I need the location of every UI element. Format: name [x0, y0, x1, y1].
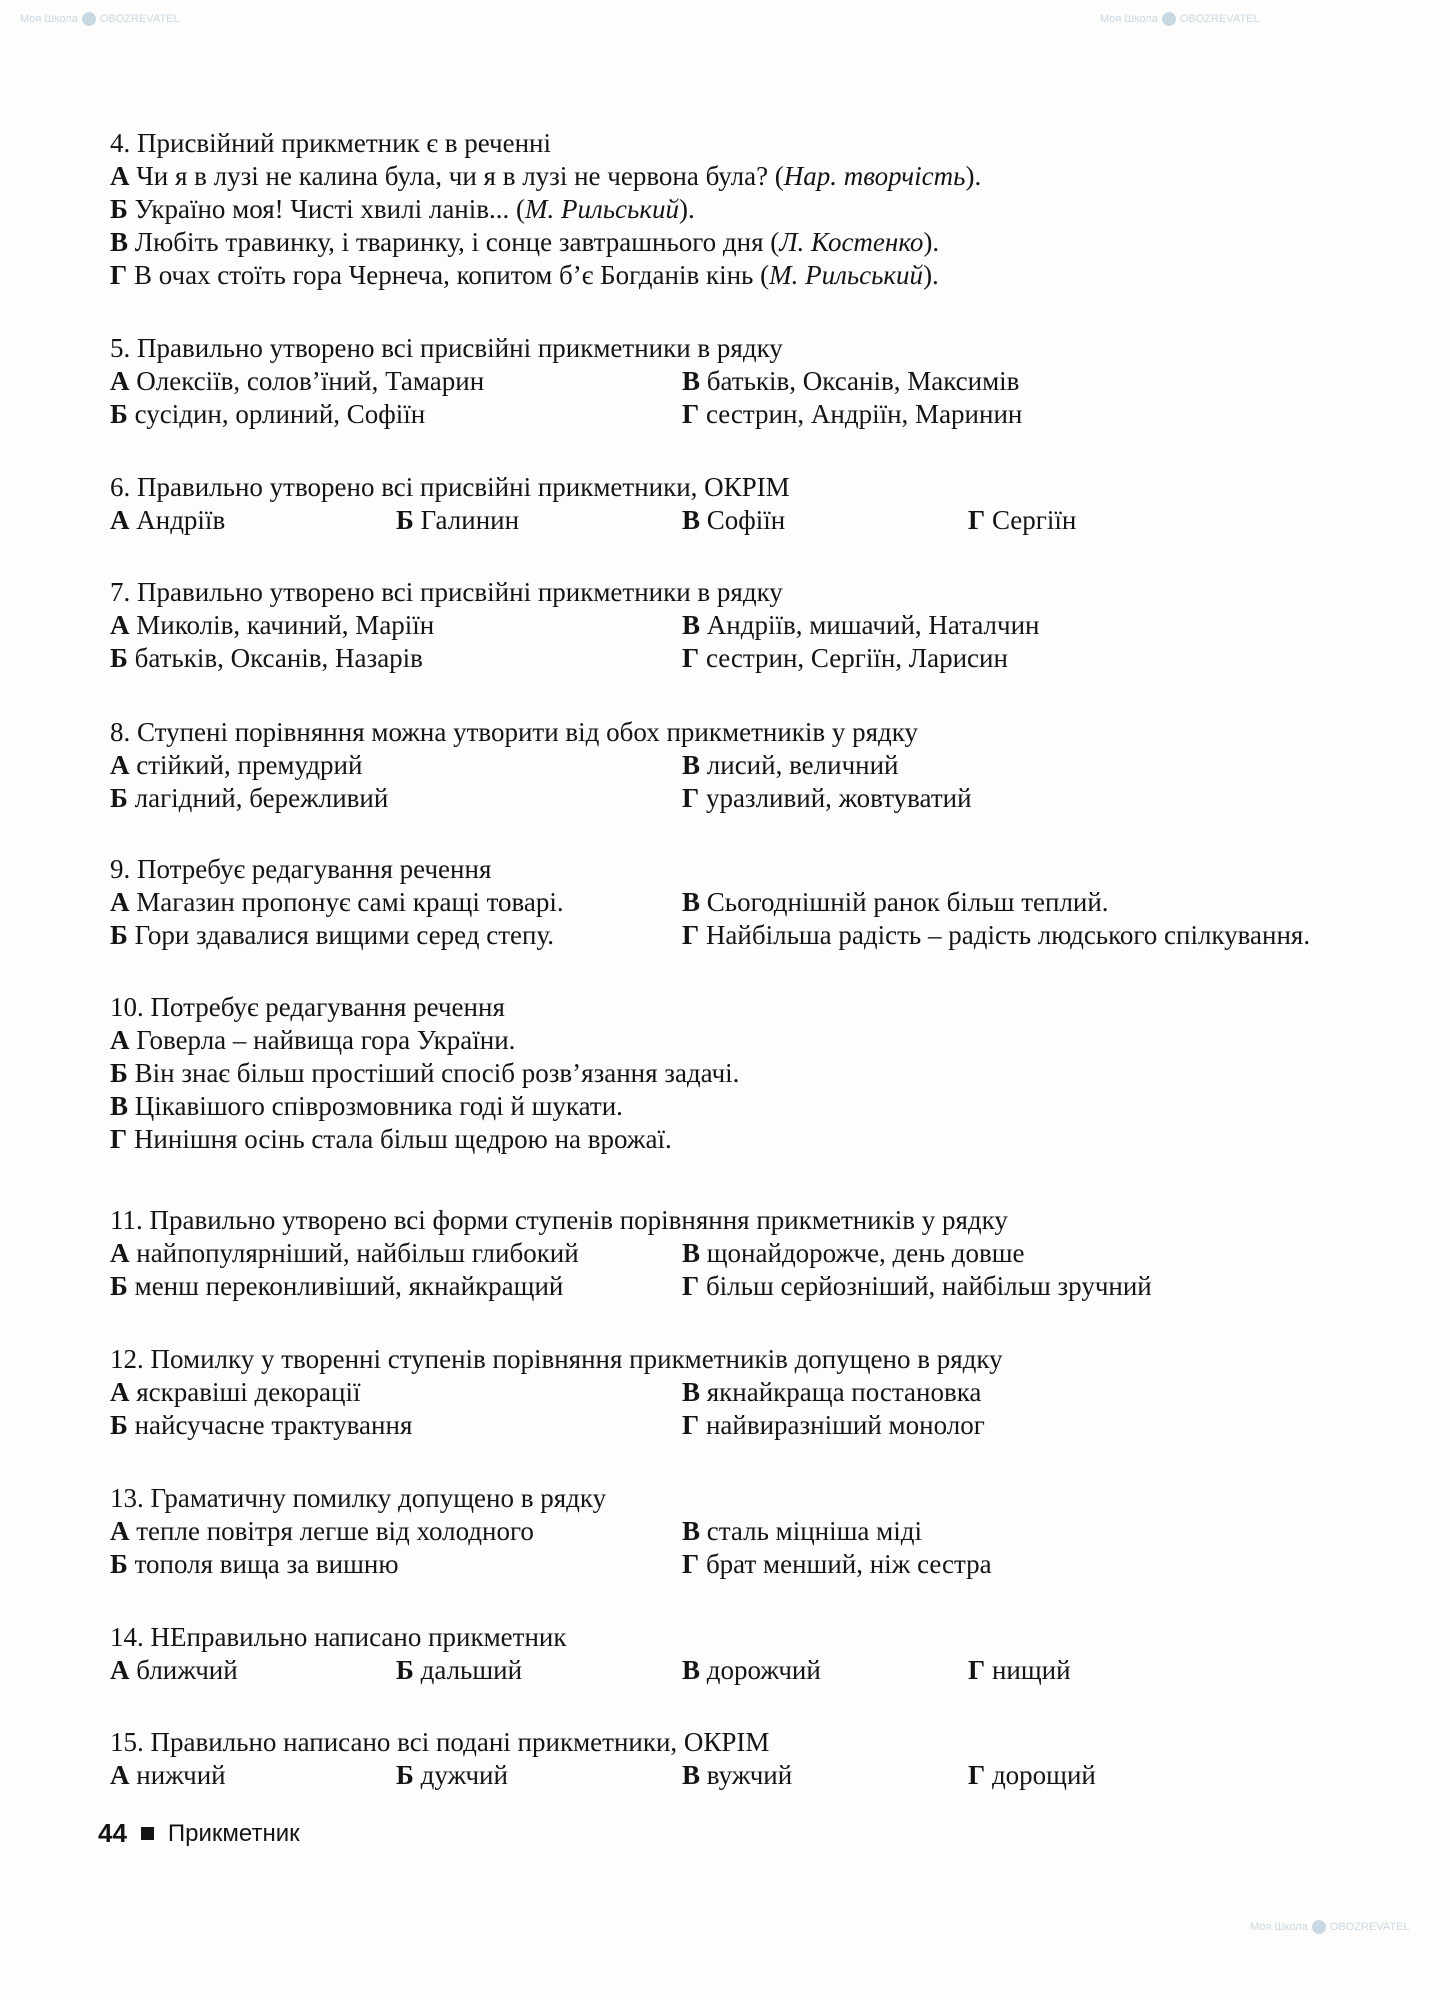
question-9 [110, 853, 1380, 952]
answer-option-b[interactable]: Б найсучасне трактування [110, 1410, 413, 1440]
answer-option-g[interactable]: Г брат менший, ніж сестра [682, 1549, 992, 1579]
square-bullet-icon [141, 1827, 154, 1840]
answer-option-a[interactable]: А стійкий, премудрий [110, 750, 363, 780]
watermark-logo-icon [1312, 1920, 1326, 1934]
question-15 [110, 1726, 1380, 1792]
answer-option-b[interactable]: Б Гори здавалися вищими серед степу. [110, 920, 555, 950]
answer-option-v[interactable]: В лисий, величний [682, 750, 899, 780]
question-4 [110, 127, 1380, 292]
question-8 [110, 716, 1380, 815]
answer-option-g[interactable]: Г уразливий, жовтуватий [682, 783, 972, 813]
answer-option-v[interactable]: В Сьогоднішній ранок більш теплий. [682, 887, 1109, 917]
watermark: Моя Школа OBOZREVATEL [20, 12, 180, 25]
answer-option-g[interactable]: Г сестрин, Сергіїн, Ларисин [682, 643, 1008, 673]
answer-option-v[interactable]: В сталь міцніша міді [682, 1516, 922, 1546]
answer-option-a[interactable]: А найпопулярніший, найбільш глибокий [110, 1238, 579, 1268]
answer-option-v[interactable]: В Цікавішого співрозмовника годі й шукати. [110, 1091, 623, 1121]
question-11 [110, 1204, 1380, 1303]
question-title: 14. НЕправильно написано прикметник [110, 1622, 567, 1652]
answer-option-g[interactable]: Г В очах стоїть гора Чернеча, копитом б’є Богданів кінь (М. Рильський). [110, 260, 939, 290]
answer-option-b[interactable]: Б батьків, Оксанів, Назарів [110, 643, 423, 673]
question-title: 6. Правильно утворено всі присвійні прикметники, ОКРІМ [110, 472, 790, 502]
answer-option-b[interactable]: Б менш переконливіший, якнайкращий [110, 1271, 564, 1301]
answer-option-g[interactable]: Г дорощий [968, 1760, 1096, 1790]
answer-option-a[interactable]: А Магазин пропонує самі кращі товарі. [110, 887, 564, 917]
question-10 [110, 991, 1380, 1156]
question-title: 13. Граматичну помилку допущено в рядку [110, 1483, 607, 1513]
answer-option-b[interactable]: Б дальший [396, 1655, 523, 1685]
question-14 [110, 1621, 1380, 1687]
answer-option-v[interactable]: В Софіїн [682, 505, 786, 535]
question-title: 7. Правильно утворено всі присвійні прикметники в рядку [110, 577, 783, 607]
answer-option-a[interactable]: А нижчий [110, 1760, 226, 1790]
question-5 [110, 332, 1380, 431]
question-title: 4. Присвійний прикметник є в реченні [110, 128, 551, 158]
page-number: 44 [98, 1818, 127, 1848]
answer-option-g[interactable]: Г Сергіїн [968, 505, 1077, 535]
answer-option-b[interactable]: Б Україно моя! Чисті хвилі ланів... (М. Рильський). [110, 194, 695, 224]
answer-option-g[interactable]: Г сестрин, Андріїн, Маринин [682, 399, 1023, 429]
answer-option-b[interactable]: Б тополя вища за вишню [110, 1549, 399, 1579]
answer-option-g[interactable]: Г Найбільша радість – радість людського спілкування. [682, 920, 1311, 950]
question-7 [110, 576, 1380, 675]
answer-option-v[interactable]: В щонайдорожче, день довше [682, 1238, 1025, 1268]
watermark-logo-icon [82, 12, 96, 26]
question-title: 10. Потребує редагування речення [110, 992, 505, 1022]
answer-option-a[interactable]: А Говерла – найвища гора України. [110, 1025, 516, 1055]
answer-option-a[interactable]: А Миколів, качиний, Маріїн [110, 610, 435, 640]
question-title: 9. Потребує редагування речення [110, 854, 492, 884]
question-title: 15. Правильно написано всі подані прикметники, ОКРІМ [110, 1727, 770, 1757]
watermark: Моя Школа OBOZREVATEL [1250, 1920, 1410, 1933]
answer-option-b[interactable]: Б лагідний, бережливий [110, 783, 389, 813]
answer-option-a[interactable]: А Андріїв [110, 505, 226, 535]
answer-option-g[interactable]: Г більш серйозніший, найбільш зручний [682, 1271, 1152, 1301]
answer-option-a[interactable]: А Чи я в лузі не калина була, чи я в лузі не червона була? (Нар. творчість). [110, 161, 982, 191]
answer-option-v[interactable]: В вужчий [682, 1760, 793, 1790]
answer-option-a[interactable]: А тепле повітря легше від холодного [110, 1516, 534, 1546]
answer-option-v[interactable]: В дорожчий [682, 1655, 821, 1685]
question-title: 12. Помилку у творенні ступенів порівняння прикметників допущено в рядку [110, 1344, 1003, 1374]
answer-option-v[interactable]: В якнайкраща постановка [682, 1377, 982, 1407]
watermark-logo-icon [1162, 12, 1176, 26]
question-title: 8. Ступені порівняння можна утворити від обох прикметників у рядку [110, 717, 919, 747]
watermark: Моя Школа OBOZREVATEL [1100, 12, 1260, 25]
answer-option-a[interactable]: А яскравіші декорації [110, 1377, 361, 1407]
question-title: 5. Правильно утворено всі присвійні прикметники в рядку [110, 333, 783, 363]
answer-option-v[interactable]: В Андріїв, мишачий, Наталчин [682, 610, 1040, 640]
answer-option-a[interactable]: А ближчий [110, 1655, 238, 1685]
answer-option-g[interactable]: Г Нинішня осінь стала більш щедрою на врожаї. [110, 1124, 672, 1154]
answer-option-v[interactable]: В Любіть травинку, і тваринку, і сонце завтрашнього дня (Л. Костенко). [110, 227, 940, 257]
answer-option-b[interactable]: Б Галинин [396, 505, 520, 535]
answer-option-b[interactable]: Б сусідин, орлиний, Софіїн [110, 399, 426, 429]
page-footer [98, 1818, 300, 1849]
answer-option-g[interactable]: Г нищий [968, 1655, 1071, 1685]
answer-option-b[interactable]: Б Він знає більш простіший спосіб розв’язання задачі. [110, 1058, 740, 1088]
question-13 [110, 1482, 1380, 1581]
answer-option-v[interactable]: В батьків, Оксанів, Максимів [682, 366, 1020, 396]
answer-option-g[interactable]: Г найвиразніший монолог [682, 1410, 985, 1440]
section-title: Прикметник [167, 1819, 300, 1847]
answer-option-a[interactable]: А Олексіїв, солов’їний, Тамарин [110, 366, 485, 396]
question-6 [110, 471, 1380, 537]
answer-option-b[interactable]: Б дужчий [396, 1760, 508, 1790]
question-12 [110, 1343, 1380, 1442]
question-title: 11. Правильно утворено всі форми ступенів порівняння прикметників у рядку [110, 1205, 1008, 1235]
